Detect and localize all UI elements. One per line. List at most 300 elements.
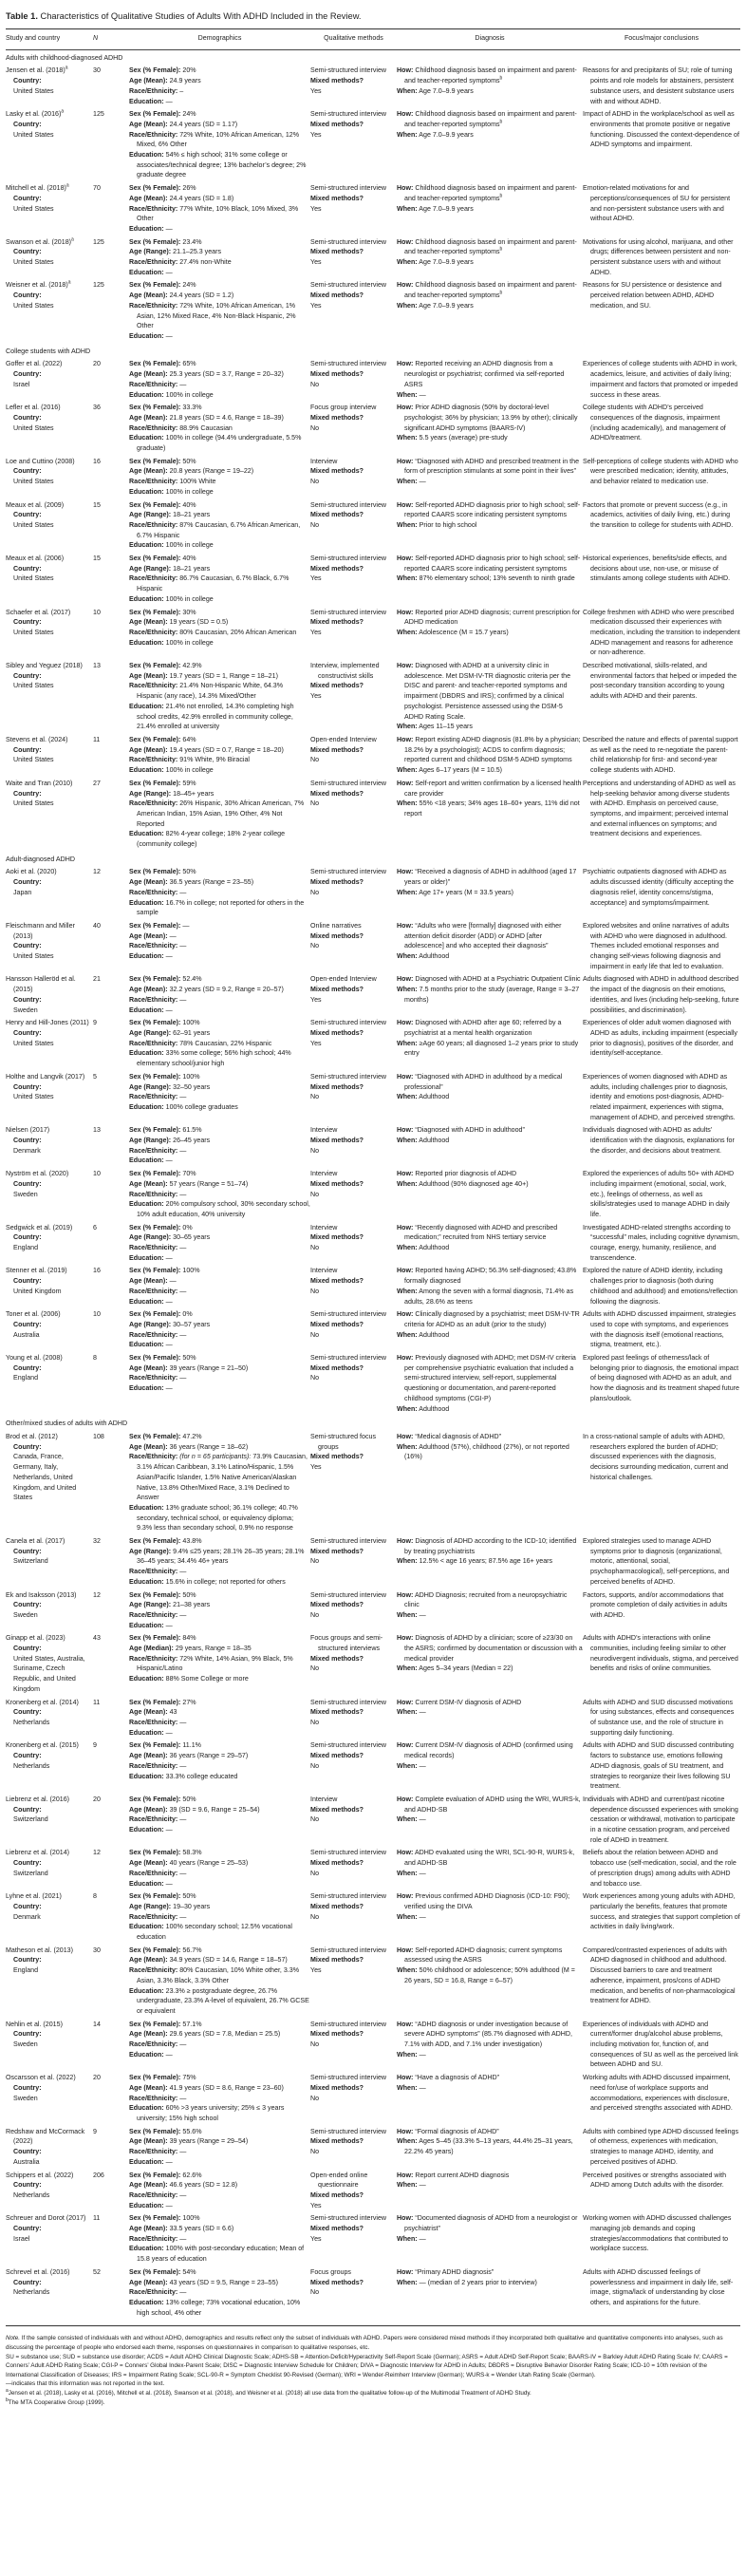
mixed-methods-value: No — [310, 423, 320, 432]
age-line: Age (Range): 18–45+ years — [129, 789, 214, 798]
race-value: — — [179, 1761, 187, 1770]
education-line: Education: — — [129, 2201, 173, 2209]
diagnosis-when: When: Adulthood — [397, 1137, 450, 1145]
study-cell — [6, 108, 93, 182]
focus-value: Explored websites and online narratives of adults with ADHD who were diagnosed in adulthood. Themes included emotional responses and changing self-views following diagnosis and impairment in early life that led to evaluation. — [583, 921, 730, 970]
study-name — [6, 1848, 93, 1858]
education-value: 23.3% ≥ postgraduate degree, 26.7% undergraduate, 23.3% A-level of equivalent, 26.7% GCSE or equivalent — [137, 1986, 309, 2015]
race-line: Race/Ethnicity: — — [129, 1815, 187, 1824]
education-value: — — [165, 1621, 173, 1629]
how-value: ADHD evaluated using the WRI, SCL-90-R, WURS-k, and ADHD-SB — [404, 1849, 575, 1868]
method-value: Semi-structured interview — [310, 1537, 387, 1546]
age-value: 21.1–25.3 years — [173, 248, 222, 256]
diagnosis-when: When: Among the seven with a formal diagnosis, 71.4% as adults, 28.6% as teens — [397, 1287, 574, 1306]
sex-value: 59% — [182, 779, 196, 787]
mixed-methods-value: Yes — [310, 2201, 322, 2209]
when-value: — — [419, 390, 426, 399]
when-value: Adulthood (57%), childhood (27%), or not reported (16%) — [404, 1442, 569, 1461]
country-value: England — [13, 1966, 39, 1975]
age-value: 40 years (Range = 25–53) — [169, 1859, 249, 1868]
method-value: Interview — [310, 1170, 338, 1178]
sex-value: 56.7% — [182, 1946, 202, 1954]
diagnosis-when: When: — — [397, 1610, 426, 1619]
study-cell — [6, 1071, 93, 1125]
diagnosis-cell — [397, 734, 583, 778]
study-citation: Lefler et al. (2016) — [6, 404, 61, 412]
race-line: Race/Ethnicity: — — [129, 2191, 187, 2199]
race-line: Race/Ethnicity: 78% Caucasian, 22% Hispanic — [129, 1039, 272, 1047]
sample-size: 10 — [93, 1170, 101, 1178]
sample-size: 43 — [93, 1634, 101, 1643]
when-value: Adulthood — [419, 1244, 450, 1252]
diagnosis-when: When: — — [397, 1869, 426, 1877]
age-value: 19–30 years — [173, 1902, 211, 1910]
mixed-methods-value: Yes — [310, 692, 322, 701]
study-cell — [6, 734, 93, 778]
methods-cell — [310, 1308, 397, 1352]
focus-value: Historical experiences, benefits/side effects, and decisions about use, non-use, or misuse of stimulants among college students with ADHD. — [583, 555, 731, 583]
country-value: United States — [13, 1039, 54, 1047]
focus-value: Investigated ADHD-related strengths according to “successful” males, including cognitive dynamism, courage, energy, humanity, resilience, and transcendence. — [583, 1223, 739, 1262]
focus-cell — [583, 2072, 740, 2126]
when-value: Adulthood — [419, 1404, 450, 1413]
how-value: Previously diagnosed with ADHD; met DSM-IV criteria per comprehensive psychiatric evaluation that included a semi-structured interview, self-report, supplemental questioning or documentation, and parent-reported childhood symptoms (CGI-P) — [404, 1354, 576, 1402]
country-label: Country: — [13, 2181, 42, 2190]
diagnosis-cell — [397, 2126, 583, 2170]
study-cell — [6, 1739, 93, 1794]
study-name — [6, 1698, 93, 1708]
footnote-marker: b — [499, 75, 503, 82]
table-row — [6, 607, 740, 661]
focus-value: Experiences of women diagnosed with ADHD as adults, including challenges prior to diagnosis, identity and emotions post-diagnosis, ADHD-related impairment, experiences with stigma, management of ADHD, and perceived strengths. — [583, 1072, 736, 1121]
country-value: Australia — [13, 1330, 40, 1339]
mixed-methods-label: Mixed methods? — [310, 1654, 364, 1663]
focus-cell — [583, 2019, 740, 2073]
focus-cell — [583, 866, 740, 920]
age-value: 33.5 years (SD = 6.6) — [169, 2225, 234, 2233]
demographics-cell — [129, 1739, 310, 1794]
education-value: — — [165, 1253, 173, 1262]
race-line: Race/Ethnicity: 91% White, 9% Biracial — [129, 756, 250, 764]
age-value: 62–91 years — [173, 1028, 211, 1037]
diagnosis-how: How: Self-reported ADHD diagnosis; current symptoms assessed using the ASRS — [397, 1946, 563, 1965]
focus-cell — [583, 1697, 740, 1740]
diagnosis-when: When: 5.5 years (average) pre-study — [397, 434, 508, 442]
mixed-methods-value: No — [310, 1374, 320, 1382]
study-name — [6, 2020, 93, 2030]
methods-cell — [310, 1071, 397, 1125]
education-line: Education: 100% in college — [129, 487, 214, 496]
section-row — [6, 344, 740, 359]
age-value: 18–21 years — [173, 564, 211, 573]
methods-cell — [310, 2266, 397, 2321]
footnote-marker: b — [499, 290, 503, 296]
education-line: Education: — — [129, 331, 173, 340]
sex-value: 20% — [182, 66, 196, 75]
mixed-methods-label: Mixed methods? — [310, 291, 364, 300]
demographics-cell — [129, 660, 310, 734]
demographics-cell — [129, 866, 310, 920]
diagnosis-how: How: Report current ADHD diagnosis — [397, 2171, 510, 2179]
education-line: Education: 54% ≤ high school; 31% some college or associates/technical degree; 13% bachelor’s degree; 2% graduate degree — [129, 151, 307, 179]
study-citation: Oscarsson et al. (2022) — [6, 2074, 76, 2082]
age-line: Age (Range): 19–30 years — [129, 1902, 211, 1910]
table-notes — [6, 2334, 740, 2407]
country-label: Country: — [13, 745, 42, 754]
country-label: Country: — [13, 248, 42, 256]
study-name — [6, 1125, 93, 1136]
country-label: Country: — [13, 194, 42, 202]
age-value: 41.9 years (SD = 8.6, Range = 23–60) — [169, 2083, 284, 2092]
sex-value: 70% — [182, 1170, 196, 1178]
study-cell — [6, 1890, 93, 1945]
method-value: Semi-structured interview — [310, 555, 387, 563]
demographics-cell — [129, 279, 310, 343]
race-value: 78% Caucasian, 22% Hispanic — [179, 1039, 272, 1047]
footnote-marker: a — [65, 182, 69, 189]
country-value: Israel — [13, 380, 30, 388]
methods-cell — [310, 2212, 397, 2266]
sex-line: Sex (% Female): 54% — [129, 2267, 196, 2276]
diagnosis-how: How: Complete evaluation of ADHD using the WRI, WURS-k, and ADHD-SB — [397, 1795, 581, 1814]
age-line: Age (Range): 30–57 years — [129, 1320, 211, 1328]
demographics-cell — [129, 1589, 310, 1633]
demographics-cell — [129, 1890, 310, 1945]
study-name — [6, 974, 93, 994]
sample-size: 20 — [93, 2074, 101, 2082]
age-line: Age (Range): 18–21 years — [129, 511, 211, 519]
focus-cell — [583, 2126, 740, 2170]
focus-value: Perceived positives or strengths associated with ADHD among Dutch adults with the disorder. — [583, 2171, 727, 2190]
table-row — [6, 2266, 740, 2321]
study-citation: Swanson et al. (2018) — [6, 237, 72, 246]
race-value: — — [179, 1093, 187, 1101]
study-cell — [6, 1222, 93, 1266]
section-title: Adult-diagnosed ADHD — [6, 855, 75, 863]
country-label: Country: — [13, 370, 42, 379]
education-value: — — [165, 952, 173, 961]
country-value: United States — [13, 1093, 54, 1101]
age-line: Age (Range): 21–38 years — [129, 1601, 211, 1609]
age-line: Age (Mean): 19.7 years (SD = 1, Range = 18–21) — [129, 671, 278, 680]
method-value: Semi-structured interview — [310, 2020, 387, 2028]
methods-cell — [310, 182, 397, 236]
sample-size: 20 — [93, 360, 101, 368]
study-citation: Ek and Isaksson (2013) — [6, 1590, 77, 1599]
how-value: Self-report and written confirmation by a licensed health care provider — [404, 779, 582, 798]
country-value: Netherlands — [13, 1718, 50, 1726]
age-line: Age (Mean): 36.5 years (Range = 23–55) — [129, 878, 254, 887]
diagnosis-cell — [397, 1071, 583, 1125]
age-line: Age (Median): 29 years, Range = 18–35 — [129, 1645, 252, 1653]
method-value: Semi-structured interview — [310, 1072, 387, 1081]
focus-cell — [583, 1071, 740, 1125]
when-value: — — [419, 2181, 426, 2190]
country-value: United States — [13, 478, 54, 486]
race-value: — — [179, 1912, 187, 1921]
when-value: 55% <18 years; 34% ages 18–60+ years, 11% did not report — [404, 799, 580, 818]
sample-size: 14 — [93, 2020, 101, 2028]
education-value: 100% in college — [165, 390, 214, 399]
education-line: Education: 100% in college — [129, 541, 214, 550]
diagnosis-cell — [397, 1535, 583, 1589]
race-value: — — [179, 2288, 187, 2297]
education-value: 33% some college; 56% high school; 44% elementary school/junior high — [137, 1049, 291, 1068]
mixed-methods-label: Mixed methods? — [310, 2278, 364, 2286]
table-body — [6, 49, 740, 2320]
diagnosis-when: When: — — [397, 1815, 426, 1824]
study-citation: Toner et al. (2006) — [6, 1310, 61, 1319]
mixed-methods-value: No — [310, 478, 320, 486]
education-value: — — [165, 2050, 173, 2059]
age-line: Age (Mean): 24.9 years — [129, 77, 201, 85]
sample-size: 9 — [93, 1741, 97, 1750]
focus-value: College freshmen with ADHD who were prescribed medication discussed their experiences with medication, including the transition to independent ADHD management and reasons for adherence or non-adherence. — [583, 608, 740, 657]
race-line: Race/Ethnicity: 87% Caucasian, 6.7% African American, 6.7% Hispanic — [129, 520, 301, 539]
country-value: England — [13, 1244, 39, 1252]
age-value: 32.2 years (SD = 9.2, Range = 20–57) — [169, 986, 284, 994]
table-row — [6, 358, 740, 402]
methods-cell — [310, 1265, 397, 1308]
diagnosis-how: How: Previously diagnosed with ADHD; met DSM-IV criteria per comprehensive psychiatric evaluation that included a semi-structured interview, self-report, supplemental questioning or documentation, and parent-reported childhood symptoms (CGI-P) — [397, 1354, 576, 1402]
how-value: “Diagnosed with ADHD in adulthood” — [415, 1126, 525, 1135]
method-value: Interview — [310, 1795, 338, 1803]
how-value: Childhood diagnosis based on impairment and parent- and teacher-reported symptoms — [404, 66, 577, 85]
diagnosis-cell — [397, 402, 583, 456]
diagnosis-cell — [397, 1308, 583, 1352]
mixed-methods-value: No — [310, 1664, 320, 1673]
age-value: 57 years (Range = 51–74) — [169, 1179, 249, 1188]
demographics-cell — [129, 1697, 310, 1740]
diagnosis-how: How: “Adults who were [formally] diagnosed with either attention deficit disorder (ADD) or ADHD [after adolescence] and who accepted their diagnosis” — [397, 921, 562, 950]
country-label: Country: — [13, 1028, 42, 1037]
mixed-methods-label: Mixed methods? — [310, 682, 364, 690]
diagnosis-cell — [397, 182, 583, 236]
age-value: 21.8 years (SD = 4.6, Range = 18–39) — [169, 413, 284, 422]
diagnosis-when: When: — — [397, 1761, 426, 1770]
study-name — [6, 359, 93, 369]
sex-value: 55.6% — [182, 2127, 202, 2135]
study-name — [6, 2127, 93, 2147]
study-citation: Schreuer and Dorot (2017) — [6, 2214, 86, 2223]
country-value: United States — [13, 952, 54, 961]
diagnosis-how: How: Diagnosed with ADHD at a Psychiatric Outpatient Clinic — [397, 975, 581, 984]
race-value: — — [179, 995, 187, 1004]
sex-value: 58.3% — [182, 1849, 202, 1857]
education-value: — — [165, 268, 173, 276]
diagnosis-how: How: “Formal diagnosis of ADHD” — [397, 2127, 499, 2135]
study-name — [6, 1266, 93, 1276]
diagnosis-how: How: “Primary ADHD diagnosis” — [397, 2267, 494, 2276]
sex-value: 50% — [182, 457, 196, 465]
diagnosis-cell — [397, 1168, 583, 1222]
mixed-methods-label: Mixed methods? — [310, 511, 364, 519]
diagnosis-how: How: ADHD evaluated using the WRI, SCL-90-R, WURS-k, and ADHD-SB — [397, 1849, 575, 1868]
education-line: Education: 100% in college — [129, 638, 214, 647]
focus-cell — [583, 607, 740, 661]
diagnosis-when: When: Ages 6–17 years (M = 10.5) — [397, 766, 502, 775]
sex-value: 100% — [182, 1267, 200, 1275]
education-line: Education: — — [129, 1006, 173, 1014]
when-value: — — [419, 2234, 426, 2243]
diagnosis-when: When: Prior to high school — [397, 520, 477, 529]
education-value: 100% in college — [165, 541, 214, 550]
how-value: ADHD Diagnosis; recruited from a neuropsychiatric clinic — [404, 1590, 568, 1609]
table-caption — [6, 9, 740, 23]
how-value: Report current ADHD diagnosis — [415, 2171, 510, 2179]
mixed-methods-value: Yes — [310, 2234, 322, 2243]
education-line: Education: 16.7% in college; not reported for others in the sample — [129, 898, 305, 917]
diagnosis-when: When: Age 7.0–9.9 years — [397, 130, 474, 139]
methods-cell — [310, 920, 397, 974]
diagnosis-when: When: Age 7.0–9.9 years — [397, 204, 474, 213]
method-value: Interview — [310, 1126, 338, 1135]
sex-value: 0% — [182, 1310, 193, 1319]
age-value: — — [169, 931, 177, 940]
sex-value: 26% — [182, 184, 196, 193]
sex-line: Sex (% Female): 24% — [129, 281, 196, 290]
study-citation: Mitchell et al. (2018) — [6, 184, 66, 193]
age-value: 36.5 years (Range = 23–55) — [169, 878, 254, 887]
study-citation: Stenner et al. (2019) — [6, 1267, 67, 1275]
mixed-methods-value: Yes — [310, 574, 322, 583]
country-value: United States, Australia, Suriname, Czech Republic, and United Kingdom — [13, 1654, 85, 1693]
country-label: Country: — [13, 467, 42, 476]
table-row — [6, 973, 740, 1017]
education-line: Education: — — [129, 1728, 173, 1737]
sex-value: 50% — [182, 1354, 196, 1363]
methods-cell — [310, 279, 397, 343]
how-value: Current DSM-IV diagnosis of ADHD (confirmed using medical records) — [404, 1741, 573, 1760]
sex-line: Sex (% Female): 100% — [129, 1019, 200, 1027]
sex-line: Sex (% Female): 50% — [129, 457, 196, 465]
methods-cell — [310, 358, 397, 402]
method-value: Semi-structured interview — [310, 2214, 387, 2223]
focus-cell — [583, 1265, 740, 1308]
study-cell — [6, 1697, 93, 1740]
when-value: 7.5 months prior to the study (average, Range = 3–27 months) — [404, 986, 580, 1004]
mixed-methods-label: Mixed methods? — [310, 77, 364, 85]
race-line: Race/Ethnicity: 77% White, 10% Black, 10% Mixed, 3% Other — [129, 204, 299, 223]
focus-value: Explored past feelings of otherness/lack of belonging prior to diagnosis, the emotional impact of being diagnosed with ADHD as an adult, and how the diagnosis and its treatment shaped future plans/outlook. — [583, 1354, 739, 1402]
education-line: Education: — — [129, 224, 173, 233]
diagnosis-how: How: ADHD Diagnosis; recruited from a neuropsychiatric clinic — [397, 1590, 568, 1609]
mixed-methods-label: Mixed methods? — [310, 789, 364, 798]
diagnosis-cell — [397, 2266, 583, 2321]
diagnosis-cell — [397, 108, 583, 182]
table-row — [6, 778, 740, 852]
focus-cell — [583, 1535, 740, 1589]
focus-value: Explored the experiences of adults 50+ with ADHD including impairment (emotional, social, work, etc.), feelings of otherness, as well as skills/strategies used to manage ADHD in daily life. — [583, 1170, 735, 1218]
when-value: — (median of 2 years prior to interview) — [419, 2278, 537, 2286]
sex-line: Sex (% Female): 43.8% — [129, 1537, 202, 1546]
sample-size: 11 — [93, 2214, 101, 2223]
education-line: Education: — — [129, 1297, 173, 1306]
study-citation: Weisner et al. (2018) — [6, 281, 68, 290]
focus-value: Adults with ADHD discussed impairment, strategies used to cope with symptoms, and experiences with the diagnosis itself (emotional reactions, stigma, treatment, etc.). — [583, 1310, 737, 1349]
study-citation: Kronenberg et al. (2014) — [6, 1698, 79, 1706]
study-citation: Brod et al. (2012) — [6, 1433, 58, 1440]
race-line: Race/Ethnicity: — — [129, 2040, 187, 2049]
how-value: Previous confirmed ADHD Diagnosis (ICD-10: F90); verified using the DIVA — [404, 1892, 570, 1910]
sample-size: 15 — [93, 555, 101, 563]
focus-cell — [583, 499, 740, 554]
method-value: Open-ended Interview — [310, 736, 377, 743]
race-value: — — [179, 1146, 187, 1155]
study-citation: Hansson Halleröd et al. (2015) — [6, 975, 76, 994]
study-citation: Waite and Tran (2010) — [6, 779, 73, 787]
mixed-methods-label: Mixed methods? — [310, 467, 364, 476]
diagnosis-cell — [397, 1352, 583, 1416]
mixed-methods-label: Mixed methods? — [310, 1956, 364, 1965]
study-name — [6, 867, 93, 877]
table-row — [6, 1222, 740, 1266]
study-name — [6, 183, 93, 194]
study-name — [6, 1633, 93, 1644]
sample-size: 8 — [93, 1892, 97, 1901]
method-value: Semi-structured interview — [310, 868, 387, 876]
mixed-methods-value: Yes — [310, 1039, 322, 1047]
table-title: Characteristics of Qualitative Studies of Adults With ADHD Included in the Review. — [40, 11, 362, 21]
race-line: Race/Ethnicity: — — [129, 2148, 187, 2156]
country-value: Japan — [13, 888, 32, 896]
age-value: 24.9 years — [169, 77, 201, 85]
study-citation: Canela et al. (2017) — [6, 1537, 65, 1546]
sex-line: Sex (% Female): 65% — [129, 360, 196, 368]
sex-value: 42.9% — [182, 662, 202, 670]
sample-size: 40 — [93, 921, 101, 930]
race-value: — — [179, 2040, 187, 2049]
diagnosis-cell — [397, 279, 583, 343]
diagnosis-how: How: “Diagnosed with ADHD in adulthood” — [397, 1126, 525, 1135]
diagnosis-when: When: Age 17+ years (M = 33.5 years) — [397, 888, 514, 896]
mixed-methods-label: Mixed methods? — [310, 618, 364, 627]
methods-cell — [310, 1535, 397, 1589]
when-value: Prior to high school — [419, 520, 477, 529]
country-label: Country: — [13, 942, 42, 950]
how-value: Diagnosis of ADHD by a clinician; score of ≥23/30 on the ASRS; confirmed by documentation or discussion with a medical provider — [404, 1634, 583, 1663]
diagnosis-cell — [397, 1124, 583, 1168]
study-name — [6, 1795, 93, 1805]
diagnosis-how: How: “ADHD diagnosis or under investigation because of severe ADHD symptoms” (85.7% diagnosed with ADHD, 7.1% with ADD, and 7.1% under investigation) — [397, 2020, 573, 2049]
education-line: Education: 100% secondary school; 12.5% vocational education — [129, 1923, 292, 1942]
mixed-methods-value: No — [310, 2040, 320, 2049]
diagnosis-cell — [397, 866, 583, 920]
sample-size: 30 — [93, 66, 101, 75]
mixed-methods-label: Mixed methods? — [310, 1601, 364, 1609]
sex-value: — — [182, 921, 190, 930]
country-value: Switzerland — [13, 1869, 48, 1877]
diagnosis-how: How: Current DSM-IV diagnosis of ADHD (confirmed using medical records) — [397, 1741, 573, 1760]
focus-cell — [583, 108, 740, 182]
study-citation: Schippers et al. (2022) — [6, 2171, 74, 2179]
mixed-methods-value: No — [310, 1912, 320, 1921]
study-cell — [6, 1168, 93, 1222]
focus-value: Factors that promote or prevent success (e.g., in academics, activities of daily living, etc.) during the transition to college for students with ADHD. — [583, 500, 734, 529]
demographics-cell — [129, 402, 310, 456]
sex-value: 47.2% — [182, 1433, 202, 1440]
focus-cell — [583, 1847, 740, 1890]
sample-size: 125 — [93, 281, 104, 290]
sex-value: 84% — [182, 1634, 196, 1643]
when-value: — — [419, 1761, 426, 1770]
race-value: — — [179, 1718, 187, 1726]
education-value: 100% in college — [165, 638, 214, 647]
age-line: Age (Range): 26–45 years — [129, 1137, 211, 1145]
diagnosis-how: How: Diagnosed with ADHD after age 60; referred by a psychiatrist at a mental health organization — [397, 1019, 562, 1037]
education-line: Education: — — [129, 1826, 173, 1834]
when-value: Ages 5–34 years (Median = 22) — [419, 1664, 513, 1673]
